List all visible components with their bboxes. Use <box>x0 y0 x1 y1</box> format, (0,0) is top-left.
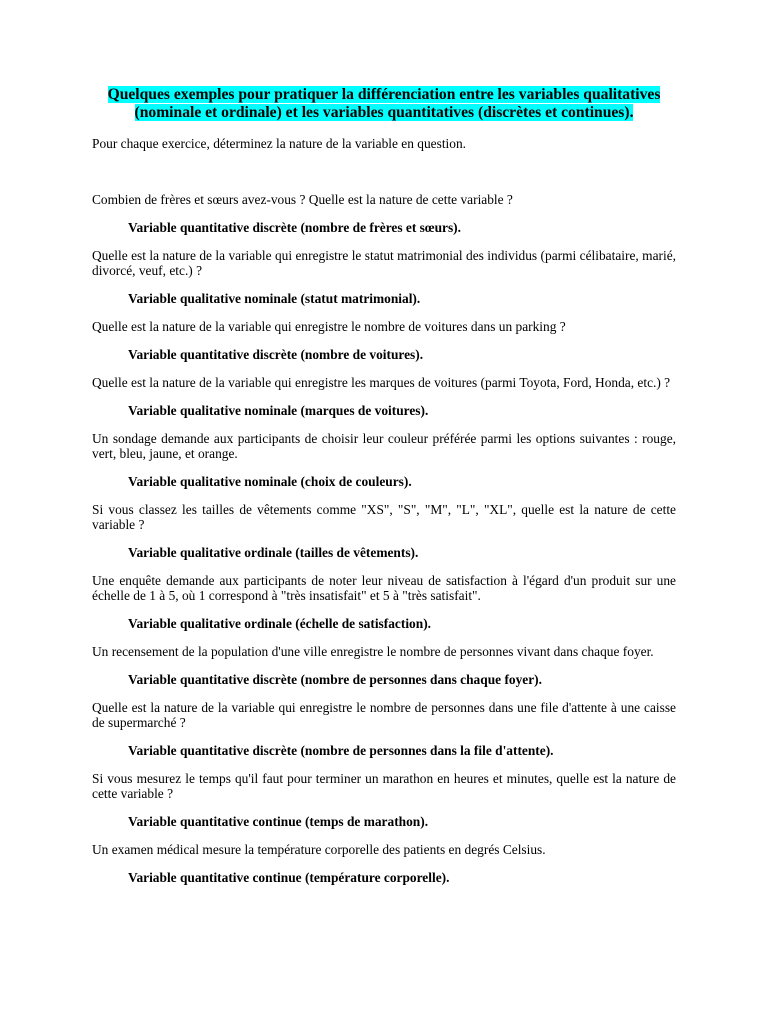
exercise-question: Si vous mesurez le temps qu'il faut pour terminer un marathon en heures et minutes, quelle est la nature de cette variable ? <box>92 771 676 801</box>
exercise-item <box>92 842 676 885</box>
exercise-list <box>92 192 676 885</box>
exercise-answer: Variable qualitative nominale (choix de couleurs). <box>128 474 412 489</box>
exercise-answer: Variable qualitative ordinale (échelle de satisfaction). <box>128 616 431 631</box>
exercise-answer: Variable qualitative ordinale (tailles de vêtements). <box>128 545 419 560</box>
intro-text: Pour chaque exercice, déterminez la nature de la variable en question. <box>92 136 467 151</box>
exercise-question: Une enquête demande aux participants de noter leur niveau de satisfaction à l'égard d'un produit sur une échelle de 1 à 5, où 1 correspond à "très insatisfait" et 5 à "très satisfait". <box>92 573 676 603</box>
exercise-question: Un recensement de la population d'une ville enregistre le nombre de personnes vivant dans chaque foyer. <box>92 644 654 659</box>
exercise-item <box>92 700 676 758</box>
exercise-item <box>92 192 676 235</box>
exercise-answer: Variable quantitative discrète (nombre de frères et sœurs). <box>128 220 461 235</box>
title-highlight: Quelques exemples pour pratiquer la différenciation entre les variables qualitatives (nominale et ordinale) et les variables quantitatives (discrètes et continues). <box>107 86 661 121</box>
exercise-question: Quelle est la nature de la variable qui enregistre le nombre de voitures dans un parking ? <box>92 319 566 334</box>
exercise-item <box>92 319 676 362</box>
exercise-item <box>92 431 676 489</box>
exercise-item <box>92 502 676 560</box>
exercise-answer: Variable quantitative discrète (nombre de personnes dans la file d'attente). <box>128 743 554 758</box>
document-page <box>92 86 676 885</box>
exercise-answer: Variable quantitative continue (température corporelle). <box>128 870 450 885</box>
exercise-question: Si vous classez les tailles de vêtements comme "XS", "S", "M", "L", "XL", quelle est la nature de cette variable ? <box>92 502 676 532</box>
document-title <box>92 86 676 122</box>
exercise-question: Quelle est la nature de la variable qui enregistre le nombre de personnes dans une file d'attente à une caisse de supermarché ? <box>92 700 676 730</box>
exercise-answer: Variable quantitative discrète (nombre de voitures). <box>128 347 424 362</box>
exercise-question: Combien de frères et sœurs avez-vous ? Quelle est la nature de cette variable ? <box>92 192 513 207</box>
exercise-question: Quelle est la nature de la variable qui enregistre le statut matrimonial des individus (parmi célibataire, marié, divorcé, veuf, etc.) ? <box>92 248 676 278</box>
exercise-answer: Variable qualitative nominale (marques de voitures). <box>128 403 429 418</box>
exercise-question: Un sondage demande aux participants de choisir leur couleur préférée parmi les options suivantes : rouge, vert, bleu, jaune, et orange. <box>92 431 676 461</box>
exercise-question: Quelle est la nature de la variable qui enregistre les marques de voitures (parmi Toyota, Ford, Honda, etc.) ? <box>92 375 671 390</box>
exercise-item <box>92 771 676 829</box>
exercise-answer: Variable quantitative discrète (nombre de personnes dans chaque foyer). <box>128 672 542 687</box>
exercise-question: Un examen médical mesure la température corporelle des patients en degrés Celsius. <box>92 842 546 857</box>
exercise-answer: Variable quantitative continue (temps de marathon). <box>128 814 429 829</box>
exercise-item <box>92 248 676 306</box>
exercise-answer: Variable qualitative nominale (statut matrimonial). <box>128 291 421 306</box>
exercise-item <box>92 375 676 418</box>
exercise-item <box>92 644 676 687</box>
exercise-item <box>92 573 676 631</box>
